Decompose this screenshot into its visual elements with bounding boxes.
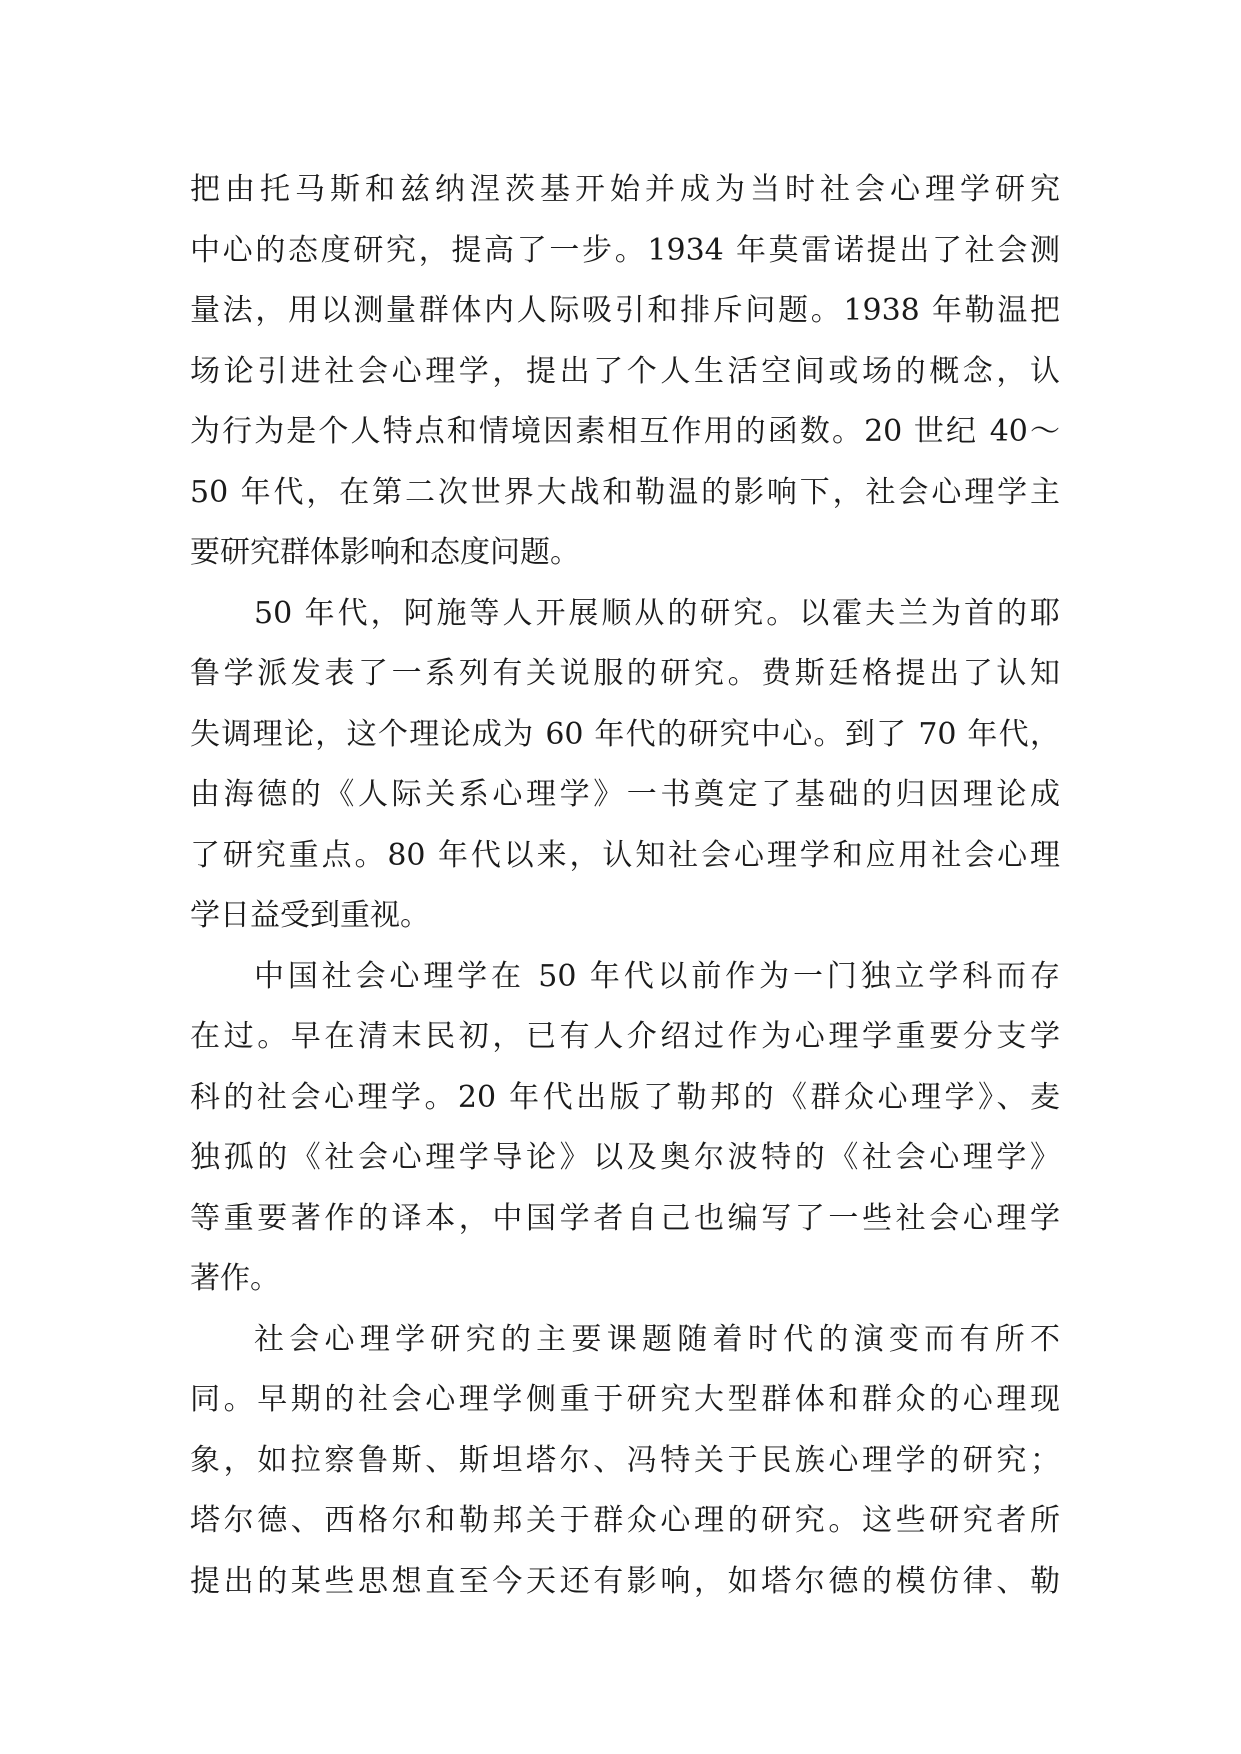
paragraph (190, 584, 1060, 947)
text-line: 中国社会心理学在 50 年代以前作为一门独立学科而存 (254, 958, 1060, 994)
text-line: 由海德的《人际关系心理学》一书奠定了基础的归因理论成 (190, 777, 1060, 812)
text-line: 鲁学派发表了一系列有关说服的研究。费斯廷格提出了认知 (190, 656, 1060, 691)
text-line: 象，如拉察鲁斯、斯坦塔尔、冯特关于民族心理学的研究； (190, 1442, 1060, 1478)
text-line: 同。早期的社会心理学侧重于研究大型群体和群众的心理现 (190, 1382, 1060, 1417)
text-line: 中心的态度研究，提高了一步。1934 年莫雷诺提出了社会测 (190, 232, 1060, 268)
paragraph (190, 160, 1060, 584)
body-text (190, 160, 1060, 1612)
text-line: 50 年代，在第二次世界大战和勒温的影响下，社会心理学主 (190, 474, 1060, 510)
text-line: 在过。早在清末民初，已有人介绍过作为心理学重要分支学 (190, 1019, 1060, 1054)
text-line: 50 年代，阿施等人开展顺从的研究。以霍夫兰为首的耶 (254, 595, 1060, 631)
text-line: 独孤的《社会心理学导论》以及奥尔波特的《社会心理学》 (190, 1140, 1060, 1175)
text-line: 提出的某些思想直至今天还有影响，如塔尔德的模仿律、勒 (190, 1563, 1060, 1599)
text-line: 学日益受到重视。 (190, 898, 430, 933)
text-line: 量法，用以测量群体内人际吸引和排斥问题。1938 年勒温把 (190, 293, 1060, 328)
text-line: 等重要著作的译本，中国学者自己也编写了一些社会心理学 (190, 1200, 1060, 1236)
text-line: 为行为是个人特点和情境因素相互作用的函数。20 世纪 40～ (190, 414, 1060, 449)
text-line: 失调理论，这个理论成为 60 年代的研究中心。到了 70 年代， (190, 716, 1060, 752)
text-line: 要研究群体影响和态度问题。 (190, 535, 580, 570)
text-line: 场论引进社会心理学，提出了个人生活空间或场的概念，认 (190, 353, 1060, 389)
text-line: 社会心理学研究的主要课题随着时代的演变而有所不 (254, 1321, 1060, 1357)
text-line: 了研究重点。80 年代以来，认知社会心理学和应用社会心理 (190, 837, 1060, 873)
paragraph (190, 1310, 1060, 1613)
text-line: 把由托马斯和兹纳涅茨基开始并成为当时社会心理学研究 (190, 172, 1060, 207)
paragraph (190, 947, 1060, 1310)
text-line: 科的社会心理学。20 年代出版了勒邦的《群众心理学》、麦 (190, 1079, 1060, 1115)
text-line: 塔尔德、西格尔和勒邦关于群众心理的研究。这些研究者所 (190, 1503, 1060, 1538)
text-line: 著作。 (190, 1261, 280, 1296)
